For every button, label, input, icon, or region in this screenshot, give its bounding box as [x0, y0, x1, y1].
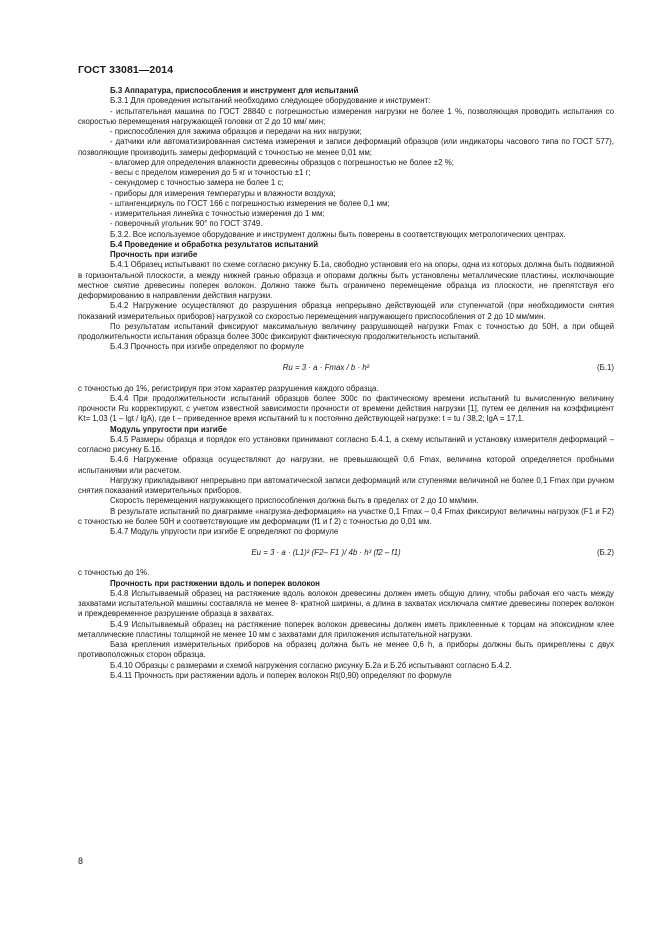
paragraph: Б.4.8 Испытываемый образец на растяжение вдоль волокон древесины должен иметь общую длину, чтобы рабочая его часть между захватами испытательной машины составляла не менее 8- кратной ширины, а длина в захватах исключала смятие древесины поперек волокон и преждевременное разрушение образца в захватах.	[78, 588, 614, 619]
paragraph: Б.4.1 Образец испытывают по схеме согласно рисунку Б.1а, свободно установив его на опоры, одна из которых должна быть подвижной в горизонтальной плоскости, а между нижней гранью образца и опорами должны быть установлены металлические пластины, исключающие местное смятие древесины поперек волокон. Должно также быть ограничено перемещение образца из плоскости, не препятствуя его деформированию в направлении действия нагрузки.	[78, 260, 614, 300]
formula-number: (Б.2)	[596, 548, 614, 558]
list-item: - секундомер с точностью замера не более 1 с;	[110, 178, 284, 188]
list-item: - испытательная машина по ГОСТ 28840 с погрешностью измерения нагрузки не более 1 %, позволяющая проводить испытания со скоростью перемещения нагружающей головки от 2 до 10 мм/ мин;	[78, 106, 614, 126]
subsection-heading-tensile-strength: Прочность при растяжении вдоль и поперек волокон	[110, 578, 320, 588]
paragraph: Нагрузку прикладывают непрерывно при автоматической записи деформаций или ступенями величиной не более 0,1 Fmax при ручном снятия показаний измерительных приборов.	[78, 475, 614, 495]
list-item: - штангенциркуль по ГОСТ 166 с погрешностью измерения не более 0,1 мм;	[110, 198, 390, 208]
paragraph: Б.4.4 При продолжительности испытаний образцов более 300с по фактическому времени испытаний tu вычисленную величину прочности Ru корректируют, с учетом известной зависимости прочности от времени действия нагрузки [1], путем ее деления на коэффициент Kt= 1,03 (1 – lgt / lgA), где t – приведенное время испытаний tu к постоянно действующей нагрузке: t = tu / 38,2; lgA = 17,1.	[78, 393, 614, 424]
paragraph: Б.4.6 Нагружение образца осуществляют до нагрузки, не превышающей 0,6 Fmax, величина которой определяется пробными испытаниями или расчетом.	[78, 455, 614, 475]
document-header: ГОСТ 33081—2014	[78, 64, 174, 76]
paragraph: с точностью до 1%.	[78, 568, 150, 578]
list-item: - приспособления для зажима образцов и передачи на них нагрузки;	[110, 127, 362, 136]
paragraph: По результатам испытаний фиксируют максимальную величину разрушающей нагрузки Fmax с точностью до 50Н, а при общей продолжительности испытания образца более 300с фиксируют фактическую продолжительность испытаний.	[78, 321, 614, 341]
section-heading-b4: Б.4 Проведение и обработка результатов испытаний	[110, 239, 319, 249]
paragraph: Б.3.1 Для проведения испытаний необходимо следующее оборудование и инструмент:	[110, 96, 431, 106]
list-item: - датчики или автоматизированная система измерения и записи деформаций образцов (или индикаторы часового типа по ГОСТ 577), позволяющие производить замеры деформаций с точностью не менее 0,01 мм;	[78, 137, 614, 157]
paragraph: Б.3.2. Все используемое оборудование и инструмент должны быть поверены в соответствующих метрологических центрах.	[110, 229, 566, 239]
paragraph: Б.4.11 Прочность при растяжении вдоль и поперек волокон Rt(0,90) определяют по формуле	[110, 670, 452, 680]
formula-expression: Ru = 3 · a · Fmax / b · h²	[282, 363, 370, 373]
list-item: - влагомер для определения влажности древесины образцов с погрешностью не более ±2 %;	[110, 157, 454, 167]
list-item: - поверочный угольник 90° по ГОСТ 3749.	[110, 219, 263, 229]
formula-b2	[78, 546, 614, 560]
paragraph: Б.4.5 Размеры образца и порядок его установки принимают согласно Б.4.1, а схему испытаний и установку измерителя деформаций – согласно рисунку Б.1б.	[78, 434, 614, 454]
subsection-heading-bending-strength: Прочность при изгибе	[110, 250, 198, 259]
paragraph: В результате испытаний по диаграмме «нагрузка-деформация» на участке 0,1 Fmax – 0,4 Fmax фиксируют величины нагрузок (F1 и F2) с точностью не более 50Н и соответствующие им деформации (f1 и f 2) с точностью до 0,01 мм.	[78, 506, 614, 526]
formula-number: (Б.1)	[596, 363, 614, 373]
paragraph: База крепления измерительных приборов на образец должна быть не менее 0,6 h, а приборы должны быть прикреплены с двух противоположных сторон образца.	[78, 640, 614, 660]
section-heading-b3: Б.3 Аппаратура, приспособления и инструмент для испытаний	[110, 86, 359, 95]
paragraph: Б.4.3 Прочность при изгибе определяют по формуле	[110, 342, 304, 352]
paragraph: Б.4.2 Нагружение осуществляют до разрушения образца непрерывно действующей или ступенчатой (при необходимости снятия показаний измерительных приборов) нагрузкой со скоростью перемещения нагружающего приспособления от 2 до 10 мм/мин.	[78, 301, 614, 321]
page-number: 8	[78, 856, 84, 866]
paragraph: с точностью до 1%, регистрируя при этом характер разрушения каждого образца.	[78, 383, 379, 393]
formula-expression: Eu = 3 · a · (L1)² (F2– F1 )/ 4b · h³ (f2 – f1)	[251, 548, 401, 558]
subsection-heading-elastic-modulus: Модуль упругости при изгибе	[110, 424, 227, 434]
document-body	[78, 86, 614, 681]
list-item: - весы с пределом измерения до 5 кг и точностью ±1 г;	[110, 168, 311, 177]
paragraph: Б.4.9 Испытываемый образец на растяжение поперек волокон древесины должен иметь приклеенные к торцам на эпоксидном клее металлические пластины толщиной не менее 10 мм с захватами для приложения испытательной нагрузки.	[78, 619, 614, 639]
list-item: - приборы для измерения температуры и влажности воздуха;	[110, 188, 336, 198]
list-item: - измерительная линейка с точностью измерения до 1 мм;	[110, 209, 325, 218]
paragraph: Скорость перемещения нагружающего приспособления должна быть в пределах от 2 до 10 мм/мин.	[110, 496, 479, 506]
formula-b1	[78, 362, 614, 376]
paragraph: Б.4.7 Модуль упругости при изгибе E определяют по формуле	[110, 527, 339, 536]
paragraph: Б.4.10 Образцы с размерами и схемой нагружения согласно рисунку Б.2а и Б.2б испытывают согласно Б.4.2.	[110, 660, 512, 670]
